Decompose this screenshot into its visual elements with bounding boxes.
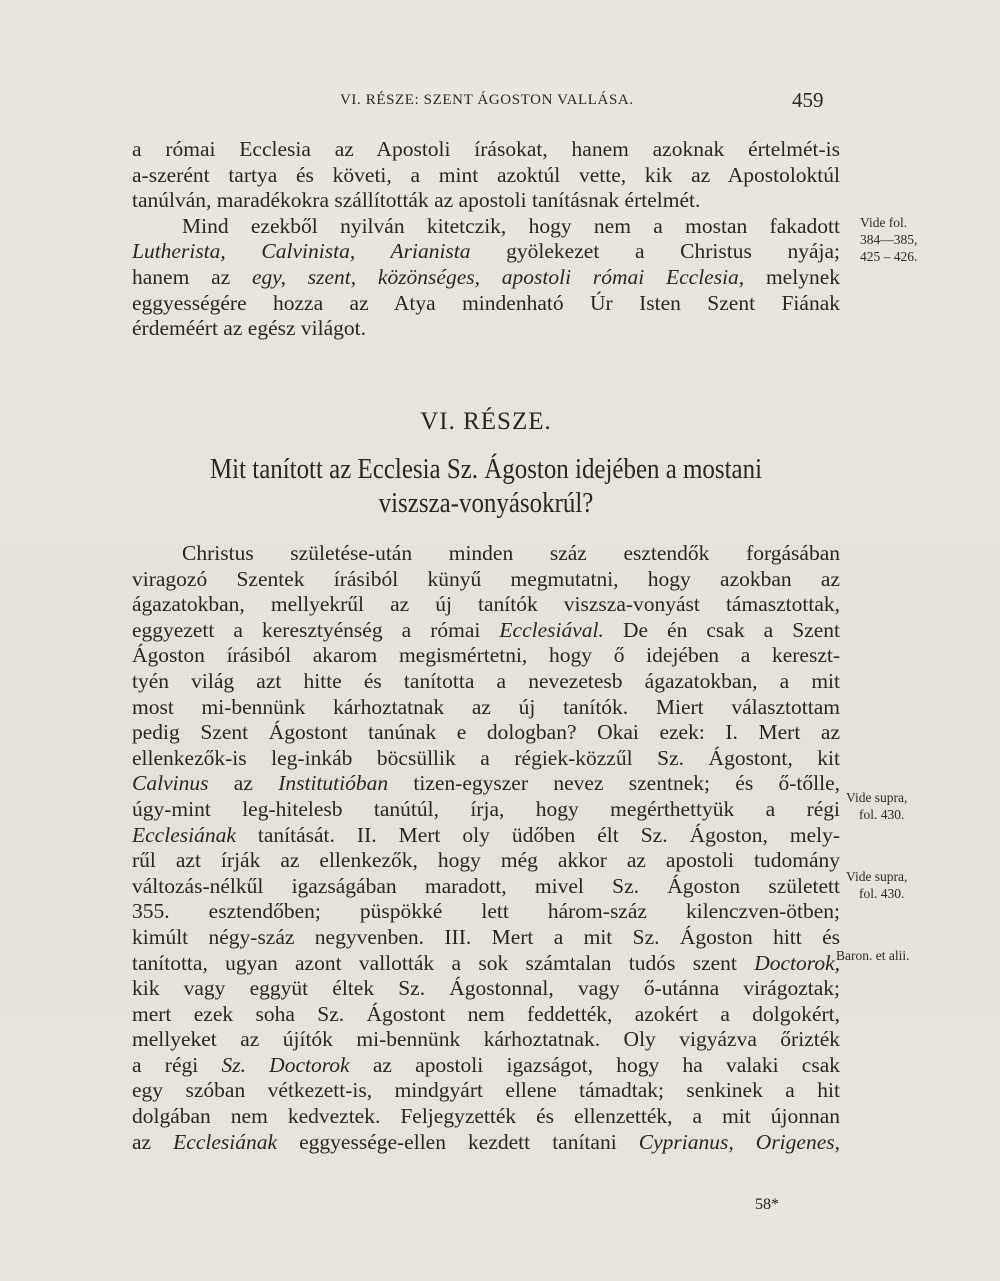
text-line — [132, 265, 840, 291]
text-line: rűl azt írják az ellenkezők, hogy még akkor az apostoli tudomány — [132, 848, 840, 873]
text-line: kik vagy eggyüt éltek Sz. Ágostonnal, vagy ő-utánna virágoztak; — [132, 976, 840, 1001]
text-line: tyén világ azt hitte és tanította a nevezetesb ágazatokban, a mit — [132, 668, 840, 693]
part-title: VI. RÉSZE. — [420, 408, 552, 435]
text-line: 355. esztendőben; püspökké lett három-száz kilenczven-ötben; — [132, 899, 840, 924]
text-line — [132, 951, 840, 977]
text-span: gyölekezet a Christus nyája; — [470, 239, 841, 264]
margin-note-line: Baron. et alii. — [836, 948, 910, 963]
text-span: a régi — [132, 1052, 222, 1077]
italic-text: Ecclesiának — [173, 1129, 278, 1154]
text-line: mellyeket az újítók mi-bennünk kárhoztatnak. Oly vigyázva őrizték — [132, 1027, 840, 1052]
text-span: az apostoli igazságot, hogy ha valaki csak — [349, 1052, 841, 1077]
chapter-title-line: Mit tanított az Ecclesia Sz. Ágoston idejében a mostani — [209, 453, 763, 485]
margin-note — [846, 868, 907, 902]
text-span: De én csak a Szent — [603, 617, 840, 642]
text-line: változás-nélkűl igazságában maradott, mivel Sz. Ágoston született — [132, 873, 840, 898]
text-line: a római Ecclesia az Apostoli írásokat, hanem azoknak értelmét-is — [132, 137, 840, 161]
text-line: Mind ezekből nyilván kitetczik, hogy nem a mostan fakadott — [182, 213, 840, 238]
text-line: most mi-bennünk kárhoztatnak az új tanítók. Miert választottam — [132, 694, 840, 719]
text-line: ellenkezők-is leg-inkáb böcsüllik a régiek-közzűl Sz. Ágostont, kit — [132, 745, 840, 770]
text-line: mert ezek soha Sz. Ágostont nem feddették, azokért a dolgokért, — [132, 1001, 840, 1026]
italic-text: Cyprianus, Origenes, — [638, 1129, 840, 1154]
page-header — [0, 88, 1000, 118]
text-span: tizen-egyszer nevez szentnek; és ő-tőlle, — [388, 771, 841, 796]
italic-text: Ecclesiával. — [499, 617, 604, 642]
part-heading — [132, 408, 840, 436]
italic-text: Sz. Doctorok — [221, 1052, 350, 1077]
italic-text: egy, szent, közönséges, apostoli római Ecclesia, — [251, 264, 745, 289]
italic-text: Calvinus — [132, 771, 209, 796]
text-span: az — [208, 771, 279, 796]
margin-note-line: Vide fol. — [860, 215, 908, 230]
chapter-heading — [132, 452, 840, 520]
text-span: hanem az — [132, 264, 252, 289]
italic-text: Institutióban — [278, 771, 389, 796]
text-line: úgy-mint leg-hitelesb tanútúl, írja, hogy megérthettyük a régi — [132, 796, 840, 821]
text-line: tanúlván, maradékokra szállították az apostoli tanításnak értelmét. — [132, 188, 701, 213]
text-line: Christus születése-után minden száz esztendők forgásában — [182, 541, 840, 565]
italic-text: Ecclesiának — [132, 822, 236, 847]
top-paragraph — [132, 137, 840, 342]
text-line: eggyességére hozza az Atya mindenható Úr Isten Szent Fiának — [132, 290, 840, 315]
text-line — [132, 618, 840, 644]
body-paragraph — [132, 541, 840, 1155]
text-line: a-szerént tartya és követi, a mint azoktúl vette, kik az Apostoloktúl — [132, 162, 840, 187]
margin-note — [860, 214, 917, 265]
margin-note — [836, 947, 909, 964]
text-line: pedig Szent Ágostont tanúnak e dologban? Okai ezek: I. Mert az — [132, 720, 840, 745]
page-number: 459 — [792, 88, 824, 112]
text-line: dolgában nem kedveztek. Feljegyzették és ellenzették, a mit újonnan — [132, 1104, 840, 1129]
text-span: tanította, ugyan azont vallották a sok számtalan tudós szent — [132, 950, 755, 975]
text-line: ágazatokban, mellyekrűl az új tanítók viszsza-vonyást támasztottak, — [132, 592, 840, 617]
text-line — [132, 771, 840, 797]
text-line: viragozó Szentek írásiból künyű megmutatni, hogy azokban az — [132, 566, 840, 591]
text-line — [132, 1130, 840, 1156]
italic-text: Doctorok, — [754, 950, 840, 975]
text-line: érdeméért az egész világot. — [132, 316, 366, 341]
text-span: eggyessége-ellen kezdett tanítani — [277, 1129, 639, 1154]
text-line — [132, 823, 840, 849]
text-line — [132, 239, 840, 265]
running-head: VI. RÉSZE: SZENT ÁGOSTON VALLÁSA. — [340, 92, 634, 108]
text-line — [132, 1053, 840, 1079]
text-line: kimúlt négy-száz negyvenben. III. Mert a mit Sz. Ágoston hitt és — [132, 924, 840, 949]
margin-note-line: 384—385, — [860, 232, 918, 247]
chapter-title-line: viszsza-vonyásokrúl? — [378, 487, 594, 519]
italic-text: Lutherista, Calvinista, Arianista — [132, 239, 471, 264]
text-line: egy szóban vétkezett-is, mindgyárt ellene támadtak; senkinek a hit — [132, 1078, 840, 1103]
signature-mark: 58* — [755, 1196, 779, 1213]
text-span: eggyezett a keresztyénség a római — [132, 617, 500, 642]
text-span: az — [132, 1129, 174, 1154]
text-span: melynek — [744, 264, 840, 289]
text-span: tanítását. II. Mert oly üdőben élt Sz. Ágoston, mely- — [235, 822, 840, 847]
margin-note-line: fol. 430. — [859, 807, 905, 822]
margin-note-line: Vide supra, — [846, 790, 908, 805]
margin-note-line: fol. 430. — [859, 886, 905, 901]
margin-note-line: Vide supra, — [846, 869, 908, 884]
text-line: Ágoston írásiból akarom megismértetni, hogy ő idejében a kereszt- — [132, 643, 840, 668]
margin-note — [846, 789, 907, 823]
margin-note-line: 425 – 426. — [860, 249, 918, 264]
